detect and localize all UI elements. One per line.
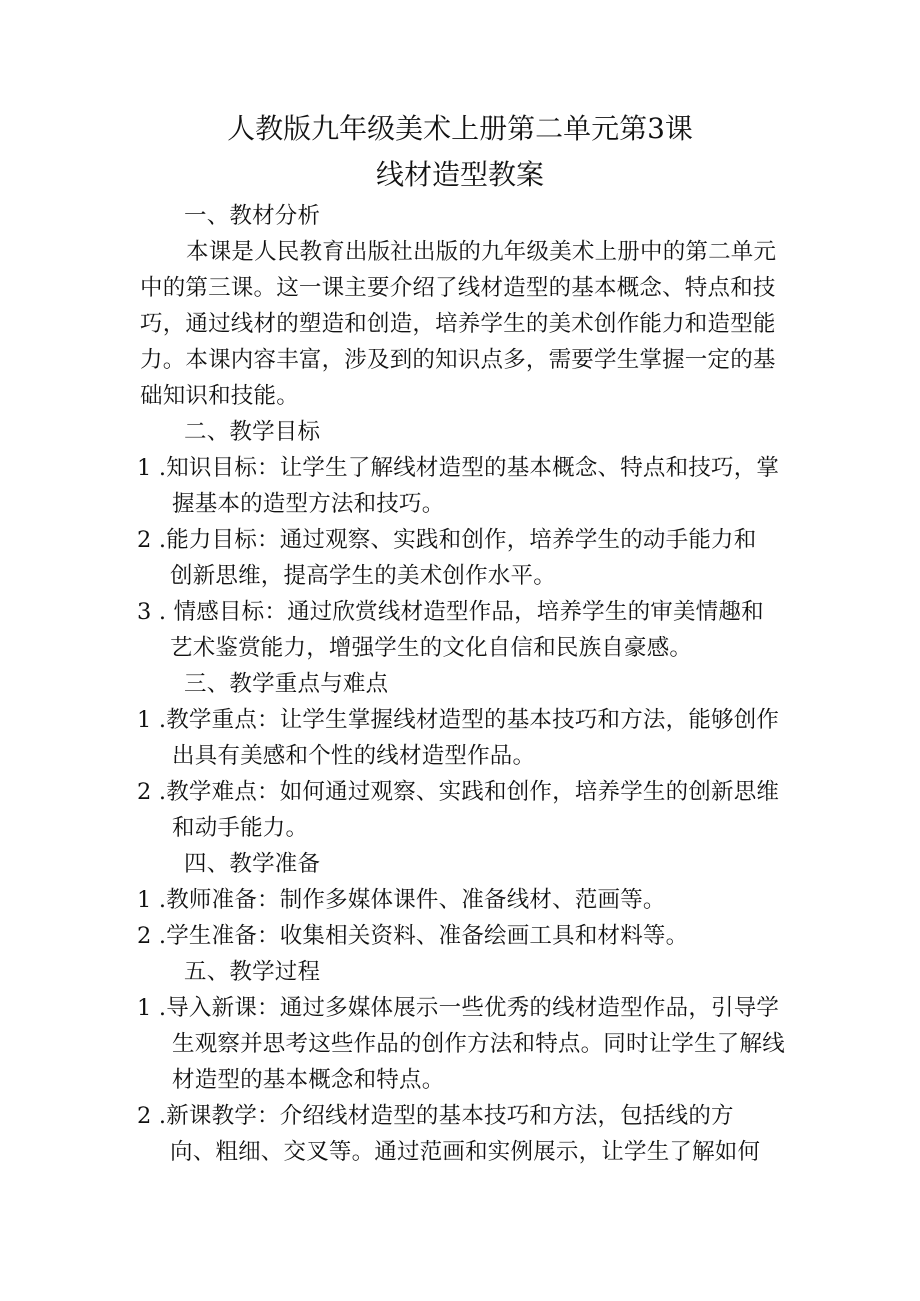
list-item: 1 .教师准备：制作多媒体课件、准备线材、范画等。	[137, 887, 666, 913]
paragraph-line: 础知识和技能。	[140, 383, 299, 409]
list-item: 1 .导入新课：通过多媒体展示一些优秀的线材造型作品，引导学	[137, 995, 780, 1021]
list-item-continuation: 出具有美感和个性的线材造型作品。	[172, 743, 536, 769]
list-item-continuation: 生观察并思考这些作品的创作方法和特点。同时让学生了解线	[172, 1031, 785, 1057]
paragraph-line: 中的第三课。这一课主要介绍了线材造型的基本概念、特点和技	[140, 275, 776, 301]
section-heading-teaching-process: 五、教学过程	[184, 959, 321, 985]
list-item: 2 .学生准备：收集相关资料、准备绘画工具和材料等。	[137, 923, 689, 949]
section-heading-teaching-goals: 二、教学目标	[184, 419, 321, 445]
list-item-continuation: 和动手能力。	[172, 815, 309, 841]
section-heading-textbook-analysis: 一、教材分析	[184, 203, 321, 229]
list-item-continuation: 材造型的基本概念和特点。	[172, 1067, 445, 1093]
list-item: 1 .教学重点：让学生掌握线材造型的基本技巧和方法，能够创作	[137, 707, 780, 733]
list-item-continuation: 向、粗细、交叉等。通过范画和实例展示，让学生了解如何	[170, 1139, 761, 1165]
list-item: 2 .能力目标：通过观察、实践和创作，培养学生的动手能力和	[137, 527, 757, 553]
paragraph-line: 巧，通过线材的塑造和创造，培养学生的美术创作能力和造型能	[140, 311, 776, 337]
list-item: 2 .新课教学：介绍线材造型的基本技巧和方法，包括线的方	[137, 1103, 734, 1129]
document-title: 人教版九年级美术上册第二单元第3课	[227, 112, 693, 145]
list-item-continuation: 握基本的造型方法和技巧。	[172, 491, 445, 517]
document-subtitle: 线材造型教案	[375, 158, 544, 191]
paragraph-line: 力。本课内容丰富，涉及到的知识点多，需要学生掌握一定的基	[140, 347, 776, 373]
section-heading-preparation: 四、教学准备	[184, 851, 321, 877]
list-item: 2 .教学难点：如何通过观察、实践和创作，培养学生的创新思维	[137, 779, 780, 805]
list-item: 1 .知识目标：让学生了解线材造型的基本概念、特点和技巧，掌	[137, 455, 780, 481]
section-heading-key-points: 三、教学重点与难点	[184, 671, 389, 697]
list-item-continuation: 创新思维，提高学生的美术创作水平。	[170, 563, 556, 589]
list-item-continuation: 艺术鉴赏能力，增强学生的文化自信和民族自豪感。	[170, 635, 693, 661]
list-item: 3 . 情感目标：通过欣赏线材造型作品，培养学生的审美情趣和	[137, 599, 764, 625]
paragraph-line: 本课是人民教育出版社出版的九年级美术上册中的第二单元	[186, 239, 777, 265]
